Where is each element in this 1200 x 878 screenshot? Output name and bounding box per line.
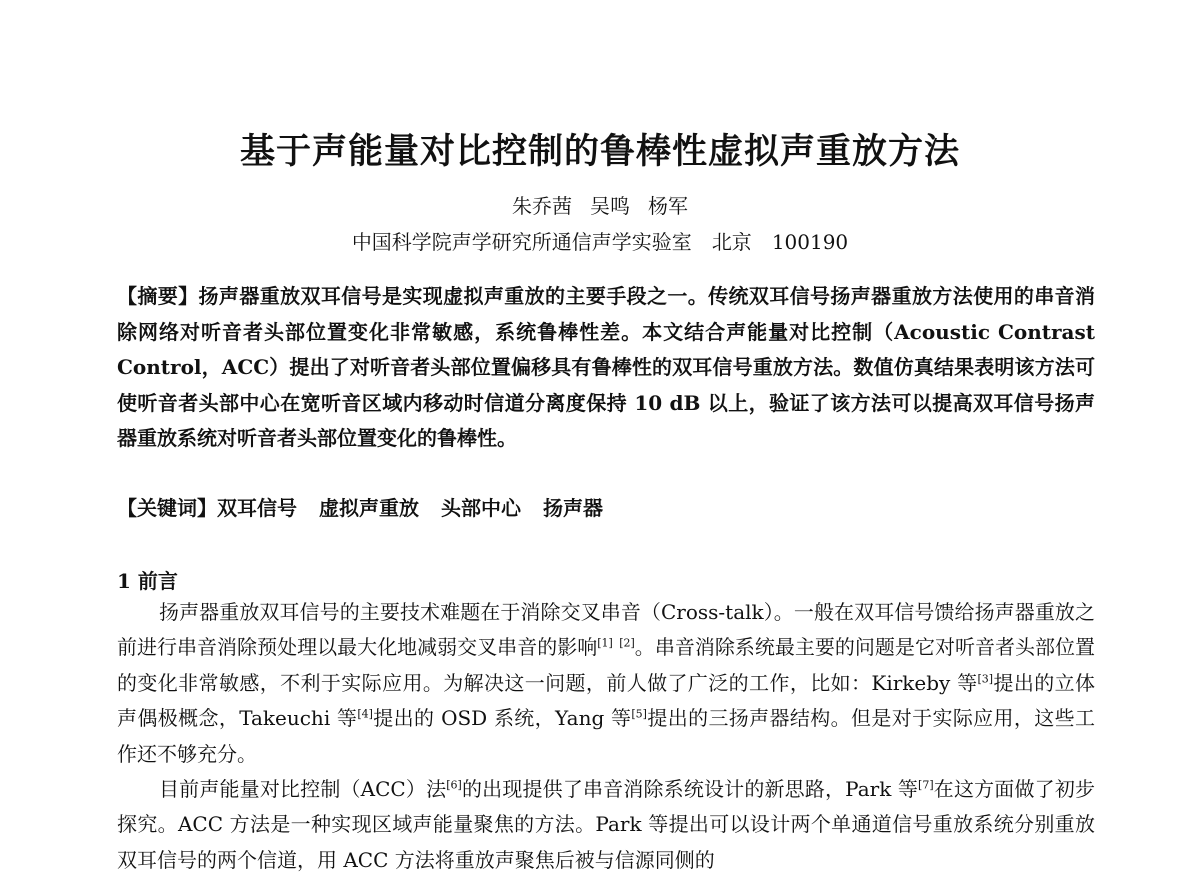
citation: [7] — [918, 778, 934, 792]
paragraph-text: 在这方面做了初步探究。ACC 方法是一种实现区域声能量聚焦的方法。Park 等提出可以设计两个单通道信号重放系统分别重放双耳信号的两个信道，用 ACC 方法将重放声聚焦后被与信源同侧的 — [117, 777, 1095, 872]
paragraph — [117, 772, 1095, 878]
author-name: 朱乔茜 — [512, 194, 572, 218]
paragraph-text: 的出现提供了串音消除系统设计的新思路，Park 等 — [461, 777, 919, 802]
paragraph-text: 提出的三扬声器结构。但是对于实际应用，这些工作还不够充分。 — [117, 706, 1096, 766]
keyword: 扬声器 — [543, 496, 603, 520]
citation: [3] — [977, 672, 994, 686]
author-name: 杨军 — [648, 194, 688, 218]
paper-title: 基于声能量对比控制的鲁棒性虚拟声重放方法 — [239, 131, 960, 172]
keyword: 头部中心 — [441, 496, 521, 520]
paragraph — [117, 595, 1095, 772]
keywords — [117, 491, 1095, 525]
paragraph-text: 提出的 OSD 系统，Yang 等 — [372, 706, 632, 731]
author-list — [0, 191, 1200, 221]
paragraph-text: 提出的立体声偶极概念，Takeuchi 等 — [117, 670, 1096, 731]
keywords-label: 【关键词】 — [117, 496, 217, 520]
citation: [1] — [597, 636, 613, 650]
paragraph-text: 目前声能量对比控制（ACC）法 — [159, 777, 447, 802]
citation: [5] — [631, 707, 647, 721]
affiliation-institution: 中国科学院声学研究所通信声学实验室 — [351, 230, 692, 254]
citation: [2] — [619, 636, 635, 650]
paragraph-text: 扬声器重放双耳信号的主要技术难题在于消除交叉串音（Cross-talk）。一般在双耳信号馈给扬声器重放之前进行串音消除预处理以最大化地减弱交叉串音的影响 — [117, 600, 1095, 660]
author-name: 吴鸣 — [590, 194, 630, 218]
section-body — [117, 595, 1095, 878]
citation: [6] — [446, 778, 462, 792]
citation: [4] — [357, 707, 373, 721]
keyword: 双耳信号 — [217, 496, 297, 520]
affiliation — [0, 227, 1200, 257]
abstract-label: 【摘要】 — [117, 284, 199, 308]
paragraph-text: 。串音消除系统最主要的问题是它对听音者头部位置的变化非常敏感，不利于实际应用。为解决这一问题，前人做了广泛的工作，比如：Kirkeby 等 — [117, 635, 1096, 695]
keyword: 虚拟声重放 — [319, 496, 419, 520]
affiliation-city: 北京 — [711, 230, 752, 254]
abstract-text: 扬声器重放双耳信号是实现虚拟声重放的主要手段之一。传统双耳信号扬声器重放方法使用的串音消除网络对听音者头部位置变化非常敏感，系统鲁棒性差。本文结合声能量对比控制（Acoustic Contrast Control，ACC）提出了对听音者头部位置偏移具有鲁棒性的双耳信号重放方法。数值仿真结果表明该方法可使听音者头部中心在宽听音区域内移动时信道分离度保持 10 dB 以上，验证了该方法可以提高双耳信号扬声器重放系统对听音者头部位置变化的鲁棒性。 — [117, 284, 1096, 451]
affiliation-postcode: 100190 — [771, 230, 849, 254]
abstract — [117, 279, 1095, 457]
section-heading: 1 前言 — [117, 569, 178, 593]
